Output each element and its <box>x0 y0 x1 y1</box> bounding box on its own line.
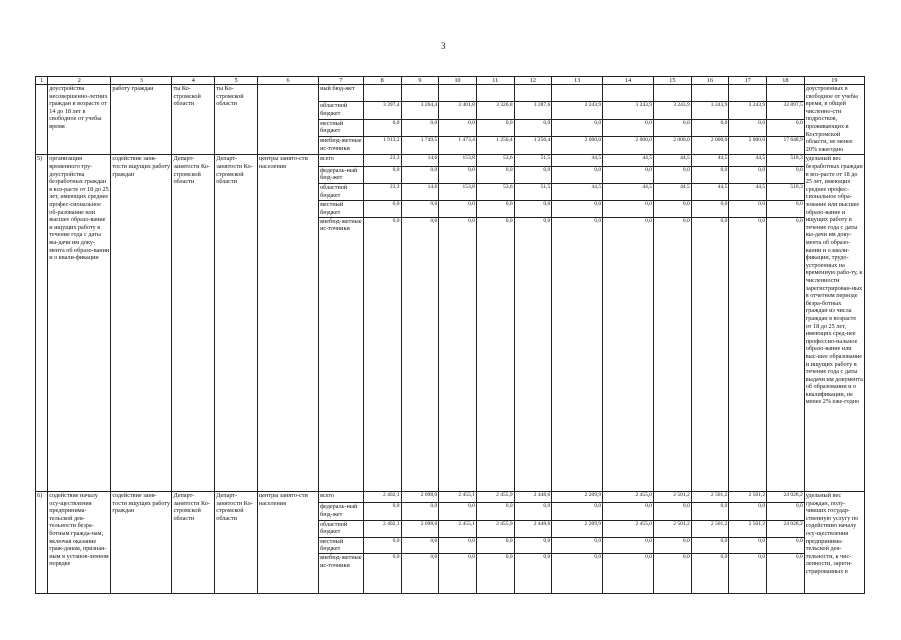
funding-value: 3 243,9 <box>691 102 729 119</box>
table-body <box>36 85 865 594</box>
indicator: доустроенных в свободное от учебы время, в общей численно-сти подростков, проживающих в Костромской области, не менее 20% ежегодно <box>804 85 864 155</box>
funding-value: 153,8 <box>439 155 477 166</box>
funding-value: 0,0 <box>767 166 805 183</box>
funding-value: 0,0 <box>729 503 767 520</box>
funding-value: 2 000,0 <box>603 137 654 155</box>
funding-value <box>401 85 439 102</box>
funding-value <box>729 85 767 102</box>
funding-value <box>476 85 514 102</box>
funding-value: 0,0 <box>401 166 439 183</box>
funding-value: 0,0 <box>476 201 514 217</box>
funding-value: 2 448,6 <box>514 492 552 503</box>
funding-value <box>552 85 603 102</box>
col-header: 10 <box>439 77 477 85</box>
funding-value: 2 501,2 <box>691 520 729 537</box>
funding-value: 3 397,4 <box>363 102 401 119</box>
coordinator: ты Ко-стромской области <box>172 85 215 155</box>
funding-value: 0,0 <box>514 166 552 183</box>
funding-source: федераль-ный бюд-жет <box>319 166 364 183</box>
col-header: 15 <box>654 77 692 85</box>
funding-value: 44,5 <box>729 183 767 200</box>
funding-value: 0,0 <box>729 537 767 553</box>
col-header: 17 <box>729 77 767 85</box>
funding-value: 0,0 <box>603 537 654 553</box>
funding-value: 14,6 <box>401 155 439 166</box>
funding-value: 2 455,9 <box>476 520 514 537</box>
col-header: 7 <box>319 77 364 85</box>
funding-value: 0,0 <box>363 554 401 594</box>
table-row <box>36 85 865 102</box>
funding-value: 0,0 <box>439 119 477 136</box>
header-row <box>36 77 865 85</box>
page-number: 3 <box>441 41 446 51</box>
funding-value: 2 000,0 <box>552 137 603 155</box>
funding-value <box>654 85 692 102</box>
funding-value: 0,0 <box>603 554 654 594</box>
funding-value: 17 648,9 <box>767 137 805 155</box>
funding-value: 53,6 <box>476 155 514 166</box>
funding-value: 22,3 <box>363 155 401 166</box>
funding-value: 2 501,2 <box>729 520 767 537</box>
funding-value: 0,0 <box>514 201 552 217</box>
funding-value: 44,5 <box>552 183 603 200</box>
funding-value: 0,0 <box>401 537 439 553</box>
funding-value: 3 243,9 <box>603 102 654 119</box>
responsible: ты Ко-стромской области <box>215 85 258 155</box>
funding-value: 0,0 <box>603 119 654 136</box>
measure-goal: содействие заня-тости ищущих работу граждан <box>111 492 172 594</box>
funding-value: 2 209,9 <box>552 492 603 503</box>
funding-source: областной бюджет <box>319 520 364 537</box>
funding-value: 2 402,1 <box>363 520 401 537</box>
col-header: 8 <box>363 77 401 85</box>
funding-value: 1 749,5 <box>401 137 439 155</box>
funding-value: 3 287,6 <box>514 102 552 119</box>
funding-value: 44,5 <box>654 155 692 166</box>
funding-value: 2 455,9 <box>476 492 514 503</box>
responsible: Департ-занятости Ко-стромской области <box>215 155 258 492</box>
funding-value: 2 455,0 <box>603 492 654 503</box>
funding-value: 14,6 <box>401 183 439 200</box>
funding-value: 0,0 <box>603 201 654 217</box>
funding-source: всего <box>319 155 364 166</box>
funding-value: 2 098,0 <box>401 520 439 537</box>
col-header: 18 <box>767 77 805 85</box>
funding-source: всего <box>319 492 364 503</box>
funding-value: 0,0 <box>729 166 767 183</box>
funding-value: 0,0 <box>729 554 767 594</box>
funding-value: 2 098,0 <box>401 492 439 503</box>
funding-value: 0,0 <box>767 217 805 491</box>
funding-value: 0,0 <box>514 537 552 553</box>
col-header: 5 <box>215 77 258 85</box>
funding-value: 24 028,2 <box>767 520 805 537</box>
funding-value: 3 243,9 <box>729 102 767 119</box>
col-header: 11 <box>476 77 514 85</box>
col-header: 3 <box>111 77 172 85</box>
executor: центры занято-сти населения <box>257 492 318 594</box>
funding-value: 0,0 <box>476 166 514 183</box>
funding-value: 0,0 <box>552 201 603 217</box>
funding-value: 0,0 <box>363 201 401 217</box>
funding-value: 53,6 <box>476 183 514 200</box>
funding-source: областной бюджет <box>319 183 364 200</box>
funding-value: 0,0 <box>514 554 552 594</box>
funding-source: местный бюджет <box>319 119 364 136</box>
funding-value: 44,5 <box>691 183 729 200</box>
funding-value: 44,5 <box>729 155 767 166</box>
measure-name: доустройства несовершенно-летних граждан в возрасте от 14 до 18 лет в свободное от учебы время <box>48 85 111 155</box>
funding-value: 0,0 <box>654 119 692 136</box>
funding-value: 44,5 <box>552 155 603 166</box>
funding-value: 0,0 <box>767 201 805 217</box>
funding-value: 0,0 <box>363 217 401 491</box>
funding-value: 2 455,1 <box>439 520 477 537</box>
funding-value <box>363 85 401 102</box>
funding-value: 0,0 <box>603 503 654 520</box>
funding-value: 1 256,4 <box>476 137 514 155</box>
funding-value: 0,0 <box>767 119 805 136</box>
funding-value: 0,0 <box>691 537 729 553</box>
funding-value: 0,0 <box>767 503 805 520</box>
funding-source: внебюд-жетные ис-точники <box>319 217 364 491</box>
funding-value: 0,0 <box>767 554 805 594</box>
funding-value: 24 028,2 <box>767 492 805 503</box>
funding-source: внебюд-жетные ис-точники <box>319 137 364 155</box>
funding-value: 0,0 <box>401 554 439 594</box>
funding-value: 0,0 <box>439 217 477 491</box>
funding-value: 51,5 <box>514 155 552 166</box>
funding-value: 153,8 <box>439 183 477 200</box>
col-header: 9 <box>401 77 439 85</box>
col-header: 1 <box>36 77 48 85</box>
funding-value: 0,0 <box>476 503 514 520</box>
funding-value: 0,0 <box>476 537 514 553</box>
col-header: 6 <box>257 77 318 85</box>
col-header: 14 <box>603 77 654 85</box>
funding-source: внебюд-жетные ис-точники <box>319 554 364 594</box>
funding-value: 0,0 <box>552 119 603 136</box>
funding-value: 0,0 <box>691 217 729 491</box>
funding-value: 2 501,2 <box>691 492 729 503</box>
funding-value: 0,0 <box>439 554 477 594</box>
item-number: 5) <box>36 155 48 492</box>
funding-value <box>514 85 552 102</box>
funding-value: 3 264,4 <box>401 102 439 119</box>
funding-value: 2 000,0 <box>691 137 729 155</box>
measure-goal: содействие заня-тости ищущих работу граждан <box>111 155 172 492</box>
funding-value: 0,0 <box>603 166 654 183</box>
funding-value: 0,0 <box>363 166 401 183</box>
coordinator: Департ-занятости Ко-стромской области <box>172 155 215 492</box>
col-header: 12 <box>514 77 552 85</box>
funding-value: 1 913,2 <box>363 137 401 155</box>
funding-value: 0,0 <box>439 201 477 217</box>
funding-value: 0,0 <box>439 537 477 553</box>
funding-value: 2 000,0 <box>729 137 767 155</box>
funding-value: 0,0 <box>691 166 729 183</box>
funding-value: 0,0 <box>654 554 692 594</box>
funding-value: 44,5 <box>603 183 654 200</box>
funding-source: ный бюд-жет <box>319 85 364 102</box>
funding-value: 0,0 <box>439 166 477 183</box>
responsible: Департ-занятости Ко-стромской области <box>215 492 258 594</box>
funding-source: местный бюджет <box>319 201 364 217</box>
measure-name: организация временного тру-доустройства безработных граждан в воз-расте от 18 до 25 лет, имеющих среднее профес-сиональное об-разование или высшее образо-вание и ищущих работу в течение года с даты вы-дачи им доку-мента об образо-вании и о квали-фикации <box>48 155 111 492</box>
funding-value: 3 243,9 <box>654 102 692 119</box>
funding-value: 0,0 <box>691 201 729 217</box>
funding-value: 0,0 <box>476 119 514 136</box>
funding-value: 0,0 <box>514 503 552 520</box>
funding-value: 0,0 <box>654 166 692 183</box>
program-table <box>35 76 865 594</box>
funding-value: 0,0 <box>476 217 514 491</box>
funding-value: 3 243,9 <box>552 102 603 119</box>
item-number <box>36 85 48 155</box>
funding-value: 518,3 <box>767 183 805 200</box>
col-header: 19 <box>804 77 864 85</box>
funding-value: 3 326,8 <box>476 102 514 119</box>
funding-value: 0,0 <box>603 217 654 491</box>
funding-value: 2 501,2 <box>654 492 692 503</box>
funding-value: 2 501,2 <box>654 520 692 537</box>
funding-source: федераль-ный бюд-жет <box>319 503 364 520</box>
funding-value: 0,0 <box>654 503 692 520</box>
funding-value: 1 473,4 <box>439 137 477 155</box>
funding-value: 0,0 <box>363 537 401 553</box>
funding-value: 0,0 <box>439 503 477 520</box>
executor <box>257 85 318 155</box>
funding-value: 0,0 <box>552 503 603 520</box>
funding-value: 0,0 <box>729 217 767 491</box>
funding-value: 2 402,1 <box>363 492 401 503</box>
funding-value: 0,0 <box>552 537 603 553</box>
funding-value <box>691 85 729 102</box>
col-header: 4 <box>172 77 215 85</box>
col-header: 13 <box>552 77 603 85</box>
funding-value: 0,0 <box>654 217 692 491</box>
funding-value: 44,5 <box>654 183 692 200</box>
funding-value: 0,0 <box>691 119 729 136</box>
item-number: 6) <box>36 492 48 594</box>
indicator: удельный вес безработных граждан в воз-расте от 18 до 25 лет, имеющих среднее профес-сиональное обра-зование или высшее образо-вание и ищущих работу в течение года с даты вы-дачи им доку-мента об образо-вании и о квали-фикации, трудо-устроенных на временную рабо-ту, к численности зарегистрирован-ных в отчетном периоде безра-ботных граждан из числа граждан в возрасте от 18 до 25 лет, имеющих сред-нее профессио-нальное образо-вание или выс-шее образование и ищущих работу в течение года с даты выдачи им документа об образовании и о квалификации, не менее 2% еже-годно <box>804 155 864 492</box>
funding-value: 0,0 <box>401 217 439 491</box>
funding-value: 0,0 <box>363 503 401 520</box>
funding-value: 32 897,5 <box>767 102 805 119</box>
funding-value: 0,0 <box>767 537 805 553</box>
funding-value: 3 401,8 <box>439 102 477 119</box>
funding-value: 0,0 <box>552 166 603 183</box>
funding-value <box>439 85 477 102</box>
funding-value: 2 501,2 <box>729 492 767 503</box>
funding-value <box>603 85 654 102</box>
funding-value: 0,0 <box>654 537 692 553</box>
funding-value: 51,5 <box>514 183 552 200</box>
funding-value: 2 209,9 <box>552 520 603 537</box>
funding-value: 2 000,0 <box>654 137 692 155</box>
table-row <box>36 492 865 503</box>
funding-value: 0,0 <box>514 119 552 136</box>
funding-value: 2 455,1 <box>439 492 477 503</box>
funding-value: 0,0 <box>552 554 603 594</box>
funding-value: 44,5 <box>603 155 654 166</box>
funding-value: 518,3 <box>767 155 805 166</box>
funding-value: 0,0 <box>691 554 729 594</box>
funding-value: 2 455,0 <box>603 520 654 537</box>
measure-goal: работу граждан <box>111 85 172 155</box>
funding-value: 0,0 <box>476 554 514 594</box>
executor: центры занято-сти населения <box>257 155 318 492</box>
funding-value: 0,0 <box>401 201 439 217</box>
funding-value: 0,0 <box>552 217 603 491</box>
funding-value: 0,0 <box>363 119 401 136</box>
funding-source: областной бюджет <box>319 102 364 119</box>
col-header: 2 <box>48 77 111 85</box>
indicator: удельный вес граждан, полу-чивших государ-ственную услугу по содействию началу осу-ществления предпринима-тельской дея-тельности, к чис-ленности, зареги-стрированных в <box>804 492 864 594</box>
funding-value: 0,0 <box>514 217 552 491</box>
funding-value: 0,0 <box>401 119 439 136</box>
funding-source: местный бюджет <box>319 537 364 553</box>
funding-value: 0,0 <box>691 503 729 520</box>
funding-value: 22,3 <box>363 183 401 200</box>
funding-value: 2 448,6 <box>514 520 552 537</box>
funding-value <box>767 85 805 102</box>
funding-value: 1 256,4 <box>514 137 552 155</box>
funding-value: 0,0 <box>654 201 692 217</box>
funding-value: 0,0 <box>729 201 767 217</box>
funding-value: 44,5 <box>691 155 729 166</box>
measure-name: содействие началу осу-ществления предпринима-тельской дея-тельности безра-ботным гражда-нам, включая оказание граж-данам, признан-ным в установ-ленном порядке <box>48 492 111 594</box>
funding-value: 0,0 <box>729 119 767 136</box>
col-header: 16 <box>691 77 729 85</box>
funding-value: 0,0 <box>401 503 439 520</box>
coordinator: Департ-занятости Ко-стромской области <box>172 492 215 594</box>
table-row <box>36 155 865 166</box>
